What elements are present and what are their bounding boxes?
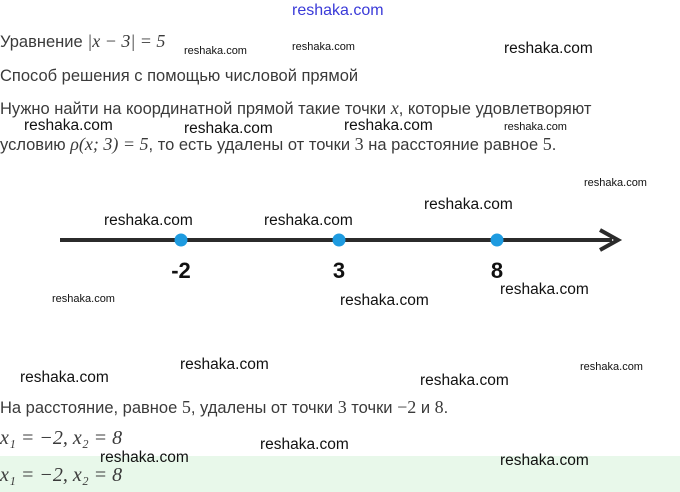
distance-condition: ρ(x; 3) = 5 xyxy=(70,134,149,154)
watermark: reshaka.com xyxy=(292,41,355,53)
watermark: reshaka.com xyxy=(264,212,353,229)
watermark: reshaka.com xyxy=(500,281,589,298)
distance-value: 5 xyxy=(181,397,191,417)
watermark: reshaka.com xyxy=(504,121,567,133)
variable-x: x xyxy=(390,98,399,118)
title-equation: |x − 3| = 5 xyxy=(87,31,166,51)
explanation-text: , которые удовлетворяют xyxy=(398,100,592,118)
point-value: 3 xyxy=(354,134,364,154)
root-1: −2 xyxy=(397,397,417,417)
watermark: reshaka.com xyxy=(420,372,509,389)
root-2: 8 xyxy=(434,397,444,417)
watermark: reshaka.com xyxy=(100,449,189,466)
distance-value: 5 xyxy=(542,134,552,154)
watermark: reshaka.com xyxy=(424,196,513,213)
watermark: reshaka.com xyxy=(584,177,647,189)
conclusion-text: , удалены от точки xyxy=(190,399,334,417)
watermark: reshaka.com xyxy=(260,436,349,453)
conclusion-text: и xyxy=(420,399,431,417)
watermark: reshaka.com xyxy=(500,452,589,469)
explanation-text: , то есть удалены от точки xyxy=(148,136,351,154)
number-line-point xyxy=(175,234,188,247)
point-label: -2 xyxy=(171,258,191,283)
point-label: 3 xyxy=(332,258,346,283)
watermark: reshaka.com xyxy=(184,120,273,137)
watermark: reshaka.com xyxy=(340,292,429,309)
conclusion-line xyxy=(0,397,448,418)
watermark: reshaka.com xyxy=(344,117,433,134)
answer-line: x₁ = −2, x₂ = 8 xyxy=(0,464,123,486)
conclusion-text: На расстояние, равное xyxy=(0,399,178,417)
point-value: 3 xyxy=(337,397,347,417)
watermark: reshaka.com xyxy=(580,361,643,373)
watermark: reshaka.com xyxy=(104,212,193,229)
watermark: reshaka.com xyxy=(504,40,593,57)
method-heading: Способ решения с помощью числовой прямой xyxy=(0,67,359,85)
conclusion-text: . xyxy=(443,399,449,417)
number-line-point xyxy=(491,234,504,247)
watermark: reshaka.com xyxy=(180,356,269,373)
title-prefix: Уравнение xyxy=(0,33,83,51)
number-line-point xyxy=(333,234,346,247)
explanation-text: на расстояние равное xyxy=(368,136,539,154)
point-label: 8 xyxy=(490,258,504,283)
watermark: reshaka.com xyxy=(52,293,115,305)
watermark: reshaka.com xyxy=(184,45,247,57)
explanation-text: условию xyxy=(0,136,66,154)
watermark-top: reshaka.com xyxy=(292,2,384,19)
explanation-text: Нужно найти на координатной прямой такие точки xyxy=(0,100,387,118)
watermark: reshaka.com xyxy=(20,369,109,386)
conclusion-text: точки xyxy=(351,399,393,417)
watermark: reshaka.com xyxy=(24,117,113,134)
solution-line: x₁ = −2, x₂ = 8 xyxy=(0,427,123,449)
explanation-text: . xyxy=(551,136,557,154)
